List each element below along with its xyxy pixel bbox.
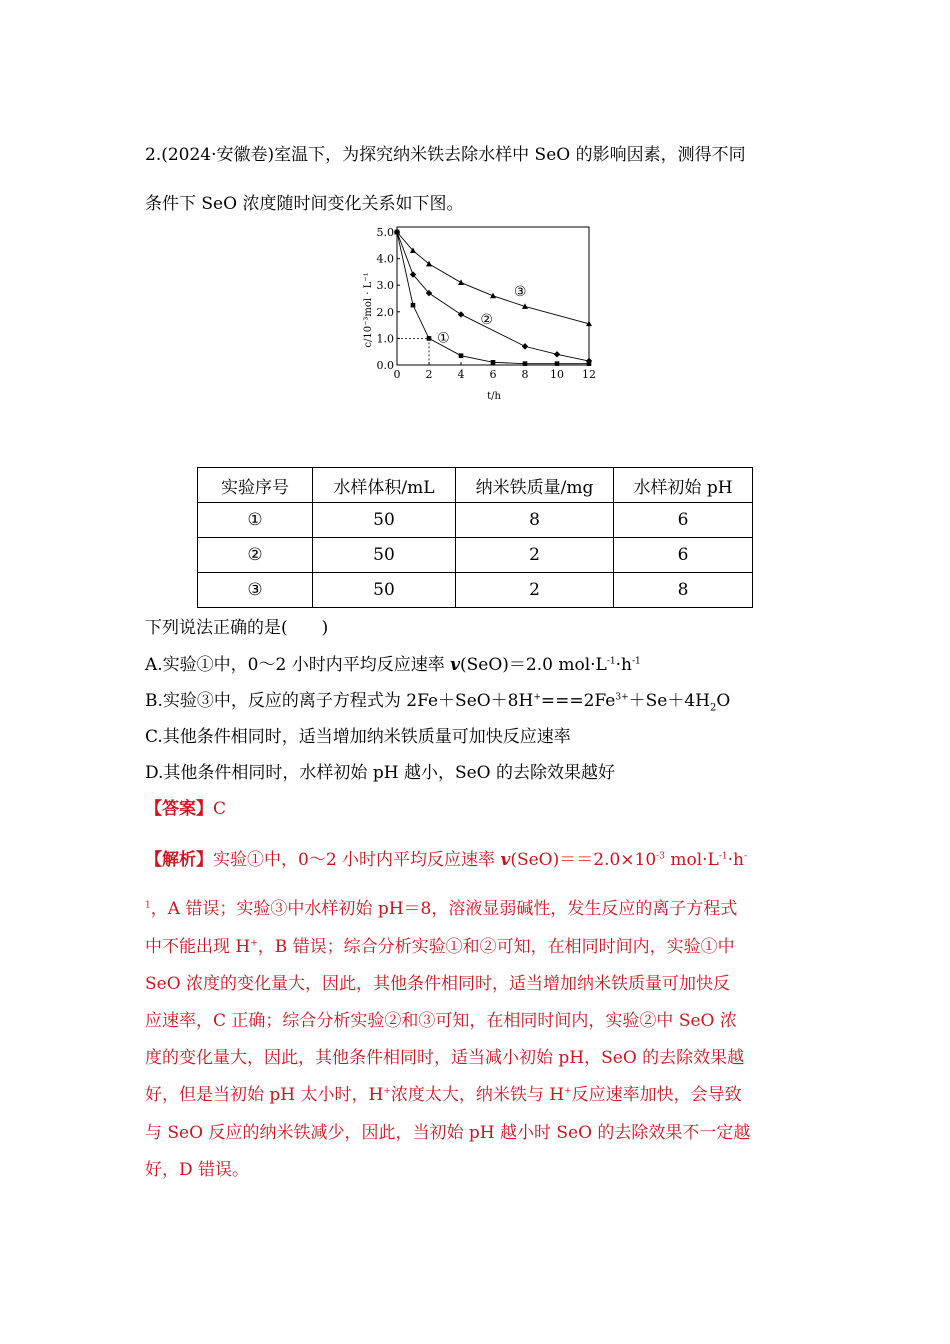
y-tick-label: 3.0: [376, 279, 394, 293]
data-point: [427, 336, 432, 341]
option-b-sub: 2: [710, 702, 717, 714]
option-b-sup2: 3+: [615, 692, 629, 703]
analysis-sup: -1: [718, 851, 728, 862]
table-cell: ①: [198, 503, 313, 538]
data-point: [458, 311, 464, 317]
analysis-label: 【解析】: [145, 850, 213, 870]
option-b-eq: ===2Fe: [540, 691, 616, 711]
guide-line: [397, 338, 429, 365]
analysis-sup: +: [250, 938, 258, 949]
chart-axes: [377, 226, 597, 381]
option-a-text: A.实验①中，0～2 小时内平均反应速率: [145, 655, 451, 675]
option-b-end: ＋Se＋4H: [628, 691, 710, 711]
analysis-v: v: [500, 850, 511, 870]
table-cell: ②: [198, 538, 313, 573]
question-stem-line1: [145, 140, 746, 165]
table-cell: 50: [313, 573, 456, 608]
option-b-sup1: +: [533, 692, 541, 703]
data-point: [491, 360, 496, 365]
analysis-text: 好，但是当初始 pH 太小时，H: [145, 1085, 384, 1105]
analysis-line6: 度的变化量大，因此，其他条件相同时，适当减小初始 pH，SeO 的去除效果越: [145, 1048, 745, 1068]
analysis-text: ，A 错误；实验③中水样初始 pH＝8，溶液显弱碱性，发生反应的离子方程式: [150, 899, 738, 919]
analysis-sup: -3: [656, 851, 665, 862]
data-point: [522, 343, 528, 349]
table-header: 水样初始 pH: [614, 468, 753, 503]
question-number: 2.(2024·安徽卷): [145, 145, 275, 165]
y-tick-label: 4.0: [376, 252, 394, 266]
x-tick-label: 10: [550, 368, 564, 381]
y-tick-label: 1.0: [376, 332, 394, 346]
answer-label: 【答案】: [145, 799, 213, 819]
stem-text-1: 室温下，为探究纳米铁去除水样中 SeO 的影响因素，测得不同: [274, 145, 746, 165]
table-cell: 2: [456, 538, 614, 573]
x-tick-label: 8: [521, 368, 529, 381]
x-tick-label: 0: [393, 368, 401, 381]
table-header: 纳米铁质量/mg: [456, 468, 614, 503]
analysis-line9: 好，D 错误。: [145, 1160, 250, 1180]
option-a-v: v: [450, 655, 461, 675]
option-b-text: B.实验③中，反应的离子方程式为 2Fe＋SeO＋8H: [145, 691, 534, 711]
table-cell: 6: [614, 503, 753, 538]
answer-line: [145, 794, 226, 819]
table-header-row: [198, 468, 753, 503]
data-point: [458, 279, 464, 285]
option-a[interactable]: [145, 650, 641, 675]
y-tick-label: 0.0: [376, 359, 394, 372]
analysis-text: mol·L: [664, 850, 719, 870]
concentration-time-chart: [355, 222, 605, 407]
option-b-tail: O: [716, 691, 731, 711]
table-header: 水样体积/mL: [313, 468, 456, 503]
data-point: [554, 351, 560, 357]
option-a-mid: ·h: [615, 655, 632, 675]
analysis-text: 实验①中，0～2 小时内平均反应速率: [213, 850, 501, 870]
table-cell: 8: [614, 573, 753, 608]
analysis-line8: 与 SeO 反应的纳米铁减少，因此，当初始 pH 越小时 SeO 的去除效果不一定越: [145, 1123, 751, 1143]
data-point: [555, 361, 560, 366]
analysis-line1: [145, 845, 747, 870]
option-a-sup1: -1: [606, 656, 616, 667]
table-cell: 6: [614, 538, 753, 573]
series-label: ②: [480, 311, 493, 328]
analysis-text: 中不能出现 H: [145, 937, 251, 957]
analysis-line2: [145, 894, 737, 919]
analysis-line3: [145, 932, 735, 957]
x-tick-label: 2: [425, 368, 433, 381]
chart-y-axis-label: c/10⁻³mol · L⁻¹: [363, 272, 374, 348]
data-point: [459, 353, 464, 358]
series-line: [397, 232, 589, 324]
x-tick-label: 12: [582, 368, 596, 381]
table-cell: 2: [456, 573, 614, 608]
table-cell: 50: [313, 538, 456, 573]
analysis-text: 反应速率加快，会导致: [571, 1085, 742, 1105]
table-row: [198, 573, 753, 608]
series-label: ①: [437, 330, 450, 347]
answer-value: C: [213, 799, 227, 819]
option-c[interactable]: C.其他条件相同时，适当增加纳米铁质量可加快反应速率: [145, 727, 571, 747]
option-b[interactable]: [145, 686, 731, 714]
analysis-line4: SeO 浓度的变化量大，因此，其他条件相同时，适当增加纳米铁质量可加快反: [145, 974, 731, 994]
y-tick-label: 2.0: [376, 305, 394, 319]
analysis-sup: 1: [145, 900, 151, 911]
table-row: [198, 503, 753, 538]
option-d[interactable]: D.其他条件相同时，水样初始 pH 越小，SeO 的去除效果越好: [145, 763, 615, 783]
table-cell: ③: [198, 573, 313, 608]
series-label: ③: [513, 283, 527, 300]
data-point: [523, 361, 528, 366]
option-a-rest: (SeO)＝2.0 mol·L: [460, 655, 607, 675]
x-tick-label: 6: [489, 368, 497, 381]
experiment-table: [197, 467, 753, 608]
x-tick-label: 4: [457, 368, 465, 381]
analysis-sup: +: [564, 1086, 572, 1097]
analysis-text: ·h: [727, 850, 744, 870]
table-header: 实验序号: [198, 468, 313, 503]
chart-series: [394, 229, 592, 366]
data-point: [411, 303, 416, 308]
y-tick-label: 5.0: [376, 226, 394, 239]
table-cell: 8: [456, 503, 614, 538]
analysis-text: ，B 错误；综合分析实验①和②可知，在相同时间内，实验①中: [257, 937, 735, 957]
table-cell: 50: [313, 503, 456, 538]
analysis-line5: 应速率，C 正确；综合分析实验②和③可知，在相同时间内，实验②中 SeO 浓: [145, 1011, 737, 1031]
option-a-sup2: -1: [632, 656, 641, 667]
analysis-line7: [145, 1080, 742, 1105]
data-point: [426, 261, 432, 267]
analysis-sup: -: [743, 851, 748, 862]
analysis-text: 浓度太大，纳米铁与 H: [390, 1085, 565, 1105]
chart-x-axis-label: t/h: [487, 391, 501, 402]
analysis-sup: +: [383, 1086, 391, 1097]
question-stem-line2: 条件下 SeO 浓度随时间变化关系如下图。: [145, 194, 464, 214]
question-prompt: 下列说法正确的是( ): [145, 618, 329, 638]
analysis-text: (SeO)＝＝2.0×10: [510, 850, 657, 870]
table-row: [198, 538, 753, 573]
